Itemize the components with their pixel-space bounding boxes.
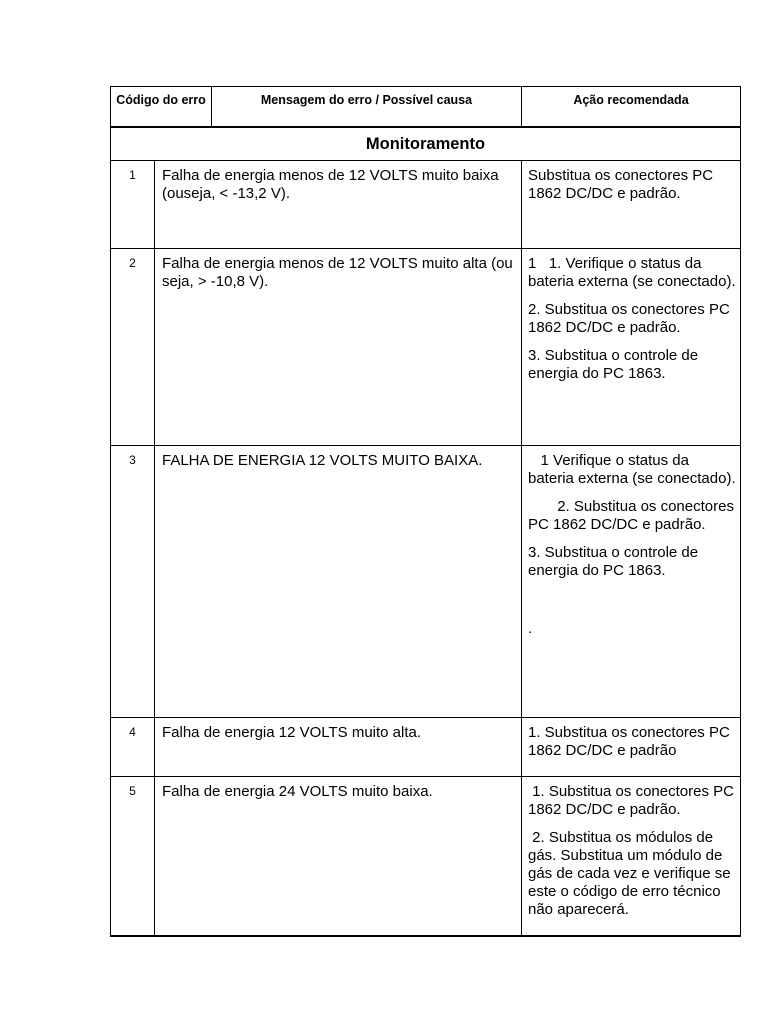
row-actions	[522, 718, 740, 776]
table-row	[110, 718, 741, 777]
row-code: 2	[111, 249, 155, 445]
action-item: .	[528, 620, 533, 637]
action-item: 2. Substitua os conectores PC 1862 DC/DC e padrão.	[528, 498, 739, 533]
row-code: 4	[111, 718, 155, 776]
row-actions	[522, 249, 740, 445]
action-item	[528, 590, 736, 610]
action-item: 1. Substitua os conectores PC 1862 DC/DC e padrão	[528, 724, 734, 759]
action-item: Substitua os conectores PC 1862 DC/DC e padrão.	[528, 167, 718, 202]
header-error-message: Mensagem do erro / Possível causa	[212, 87, 522, 126]
row-message: Falha de energia 24 VOLTS muito baixa.	[155, 777, 522, 935]
action-item: 2. Substitua os módulos de gás. Substitua um módulo de gás de cada vez e verifique se este o código de erro técnico não aparecerá.	[528, 829, 735, 918]
error-code-table	[110, 86, 741, 937]
action-item: 3. Substitua o controle de energia do PC 1863.	[528, 347, 703, 382]
action-item: 1 1. Verifique o status da bateria externa (se conectado).	[528, 255, 736, 290]
action-item: 2. Substitua os conectores PC 1862 DC/DC e padrão.	[528, 301, 734, 336]
table-row	[110, 249, 741, 446]
row-message: Falha de energia 12 VOLTS muito alta.	[155, 718, 522, 776]
row-message: Falha de energia menos de 12 VOLTS muito baixa (ouseja, < -13,2 V).	[155, 161, 522, 248]
header-recommended-action: Ação recomendada	[573, 93, 689, 107]
row-message: Falha de energia menos de 12 VOLTS muito alta (ou seja, > -10,8 V).	[155, 249, 522, 445]
table-row	[110, 161, 741, 249]
row-code: 5	[111, 777, 155, 935]
row-actions	[522, 161, 740, 248]
section-title: Monitoramento	[110, 128, 741, 161]
row-code: 3	[111, 446, 155, 717]
table-row	[110, 777, 741, 937]
table-row	[110, 446, 741, 718]
row-actions	[522, 446, 740, 717]
table-header	[110, 86, 741, 128]
row-code: 1	[111, 161, 155, 248]
action-item: 1 Verifique o status da bateria externa (se conectado).	[528, 452, 736, 487]
action-item: 1. Substitua os conectores PC 1862 DC/DC e padrão.	[528, 783, 739, 818]
header-error-code: Código do erro	[111, 87, 212, 126]
action-item: 3. Substitua o controle de energia do PC 1863.	[528, 544, 703, 579]
row-actions	[522, 777, 740, 935]
row-message: FALHA DE ENERGIA 12 VOLTS MUITO BAIXA.	[155, 446, 522, 717]
